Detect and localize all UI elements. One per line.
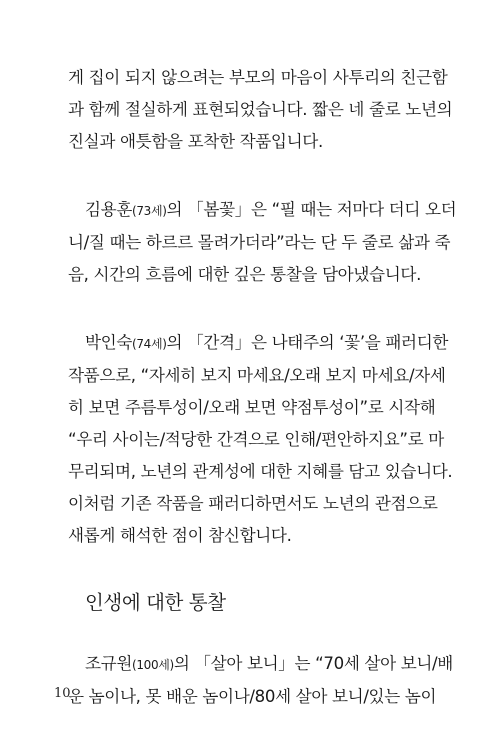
- text-line: 니/질 때는 하르르 몰려가더라”라는 단 두 줄로 삶과 죽: [68, 233, 451, 252]
- text-line: 새롭게 해석한 점이 참신합니다.: [68, 526, 292, 545]
- poet-age: (100세): [132, 658, 174, 672]
- text-line: 운 놈이나, 못 배운 놈이나/80세 살아 보니/있는 놈이: [68, 687, 437, 706]
- text-line: 진실과 애틋함을 포착한 작품입니다.: [68, 132, 323, 151]
- text-line: 음, 시간의 흐름에 대한 깊은 통찰을 담아냈습니다.: [68, 265, 421, 284]
- text-line: “우리 사이는/적당한 간격으로 인해/편안하지요”로 마: [68, 430, 444, 449]
- poet-age: (74세): [132, 337, 167, 351]
- text-line: [68, 327, 449, 360]
- text-line: [68, 648, 453, 681]
- page-number: 10: [54, 686, 71, 701]
- poet-name: 박인숙: [85, 333, 133, 352]
- poet-name: 조규원: [85, 654, 133, 673]
- paragraph-1: [68, 62, 453, 158]
- poet-age: (73세): [132, 204, 167, 218]
- text-line: 게 집이 되지 않으려는 부모의 마음이 사투리의 친근함: [68, 68, 448, 87]
- text-line: 이처럼 기존 작품을 패러디하면서도 노년의 관점으로: [68, 494, 438, 513]
- paragraph-3: [68, 327, 453, 552]
- text-line: 작품으로, “자세히 보지 마세요/오래 보지 마세요/자세: [68, 366, 446, 385]
- text-line: 히 보면 주름투성이/오래 보면 약점투성이”로 시작해: [68, 398, 436, 417]
- line-rest: 의 「봄꽃」은 “필 때는 저마다 더디 오더: [166, 200, 457, 219]
- poet-name: 김용훈: [85, 200, 133, 219]
- page-body: [68, 62, 457, 749]
- paragraph-2: [68, 194, 457, 291]
- line-rest: 의 「살아 보니」는 “70세 살아 보니/배: [173, 654, 453, 673]
- text-line: [68, 194, 457, 227]
- line-rest: 의 「간격」은 나태주의 ‘꽃’을 패러디한: [166, 333, 449, 352]
- text-line: 무리되며, 노년의 관계성에 대한 지혜를 담고 있습니다.: [68, 462, 453, 481]
- section-heading: 인생에 대한 통찰: [85, 591, 226, 614]
- text-line: 과 함께 절실하게 표현되었습니다. 짧은 네 줄로 노년의: [68, 100, 453, 119]
- paragraph-4: [68, 648, 453, 713]
